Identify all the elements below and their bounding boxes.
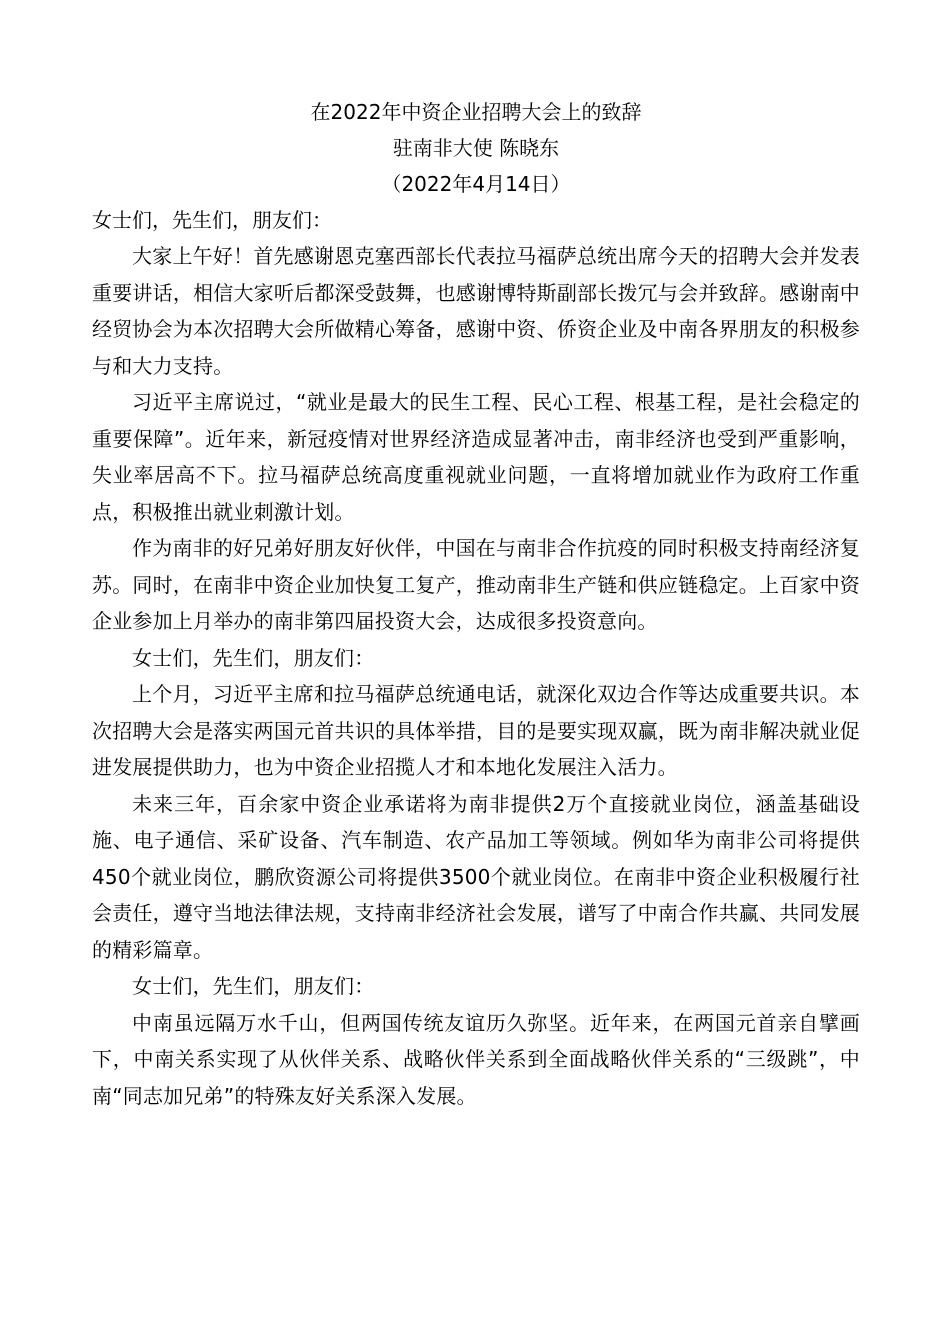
paragraph: 习近平主席说过，“就业是最大的民生工程、民心工程、根基工程，是社会稳定的重要保障”。近年来，新冠疫情对世界经济造成显著冲击，南非经济也受到严重影响，失业率居高不下。拉马福萨总统高度重视就业问题，一直将增加就业作为政府工作重点，积极推出就业刺激计划。 [92,390,860,524]
paragraph: 大家上午好！首先感谢恩克塞西部长代表拉马福萨总统出席今天的招聘大会并发表重要讲话，相信大家听后都深受鼓舞，也感谢博特斯副部长拨冗与会并致辞。感谢南中经贸协会为本次招聘大会所做精心筹备，感谢中资、侨资企业及中南各界朋友的积极参与和大力支持。 [92,244,860,378]
speech-date: （2022年4月14日） [381,172,571,196]
speaker-line: 驻南非大使 陈晓东 [392,136,560,160]
paragraph: 未来三年，百余家中资企业承诺将为南非提供2万个直接就业岗位，涵盖基础设施、电子通信、采矿设备、汽车制造、农产品加工等领域。例如华为南非公司将提供450个就业岗位，鹏欣资源公司将提供3500个就业岗位。在南非中资企业积极履行社会责任，遵守当地法律法规，支持南非经济社会发展，谱写了中南合作共赢、共同发展的精彩篇章。 [92,791,860,962]
paragraph: 中南虽远隔万水千山，但两国传统友谊历久弥坚。近年来，在两国元首亲自擘画下，中南关系实现了从伙伴关系、战略伙伴关系到全面战略伙伴关系的“三级跳”，中南“同志加兄弟”的特殊友好关系深入发展。 [92,1010,860,1108]
document-page [92,94,860,1114]
paragraph: 上个月，习近平主席和拉马福萨总统通电话，就深化双边合作等达成重要共识。本次招聘大会是落实两国元首共识的具体举措，目的是要实现双赢，既为南非解决就业促进发展提供助力，也为中资企业招揽人才和本地化发展注入活力。 [92,682,860,779]
paragraph: 作为南非的好兄弟好朋友好伙伴，中国在与南非合作抗疫的同时积极支持南经济复苏。同时，在南非中资企业加快复工复产，推动南非生产链和供应链稳定。上百家中资企业参加上月举办的南非第四届投资大会，达成很多投资意向。 [92,536,860,633]
salutation-paragraph: 女士们，先生们，朋友们： [132,645,375,670]
document-title: 在2022年中资企业招聘大会上的致辞 [310,100,642,124]
salutation-paragraph: 女士们，先生们，朋友们： [132,974,375,998]
opening-salutation: 女士们，先生们，朋友们： [92,208,332,232]
